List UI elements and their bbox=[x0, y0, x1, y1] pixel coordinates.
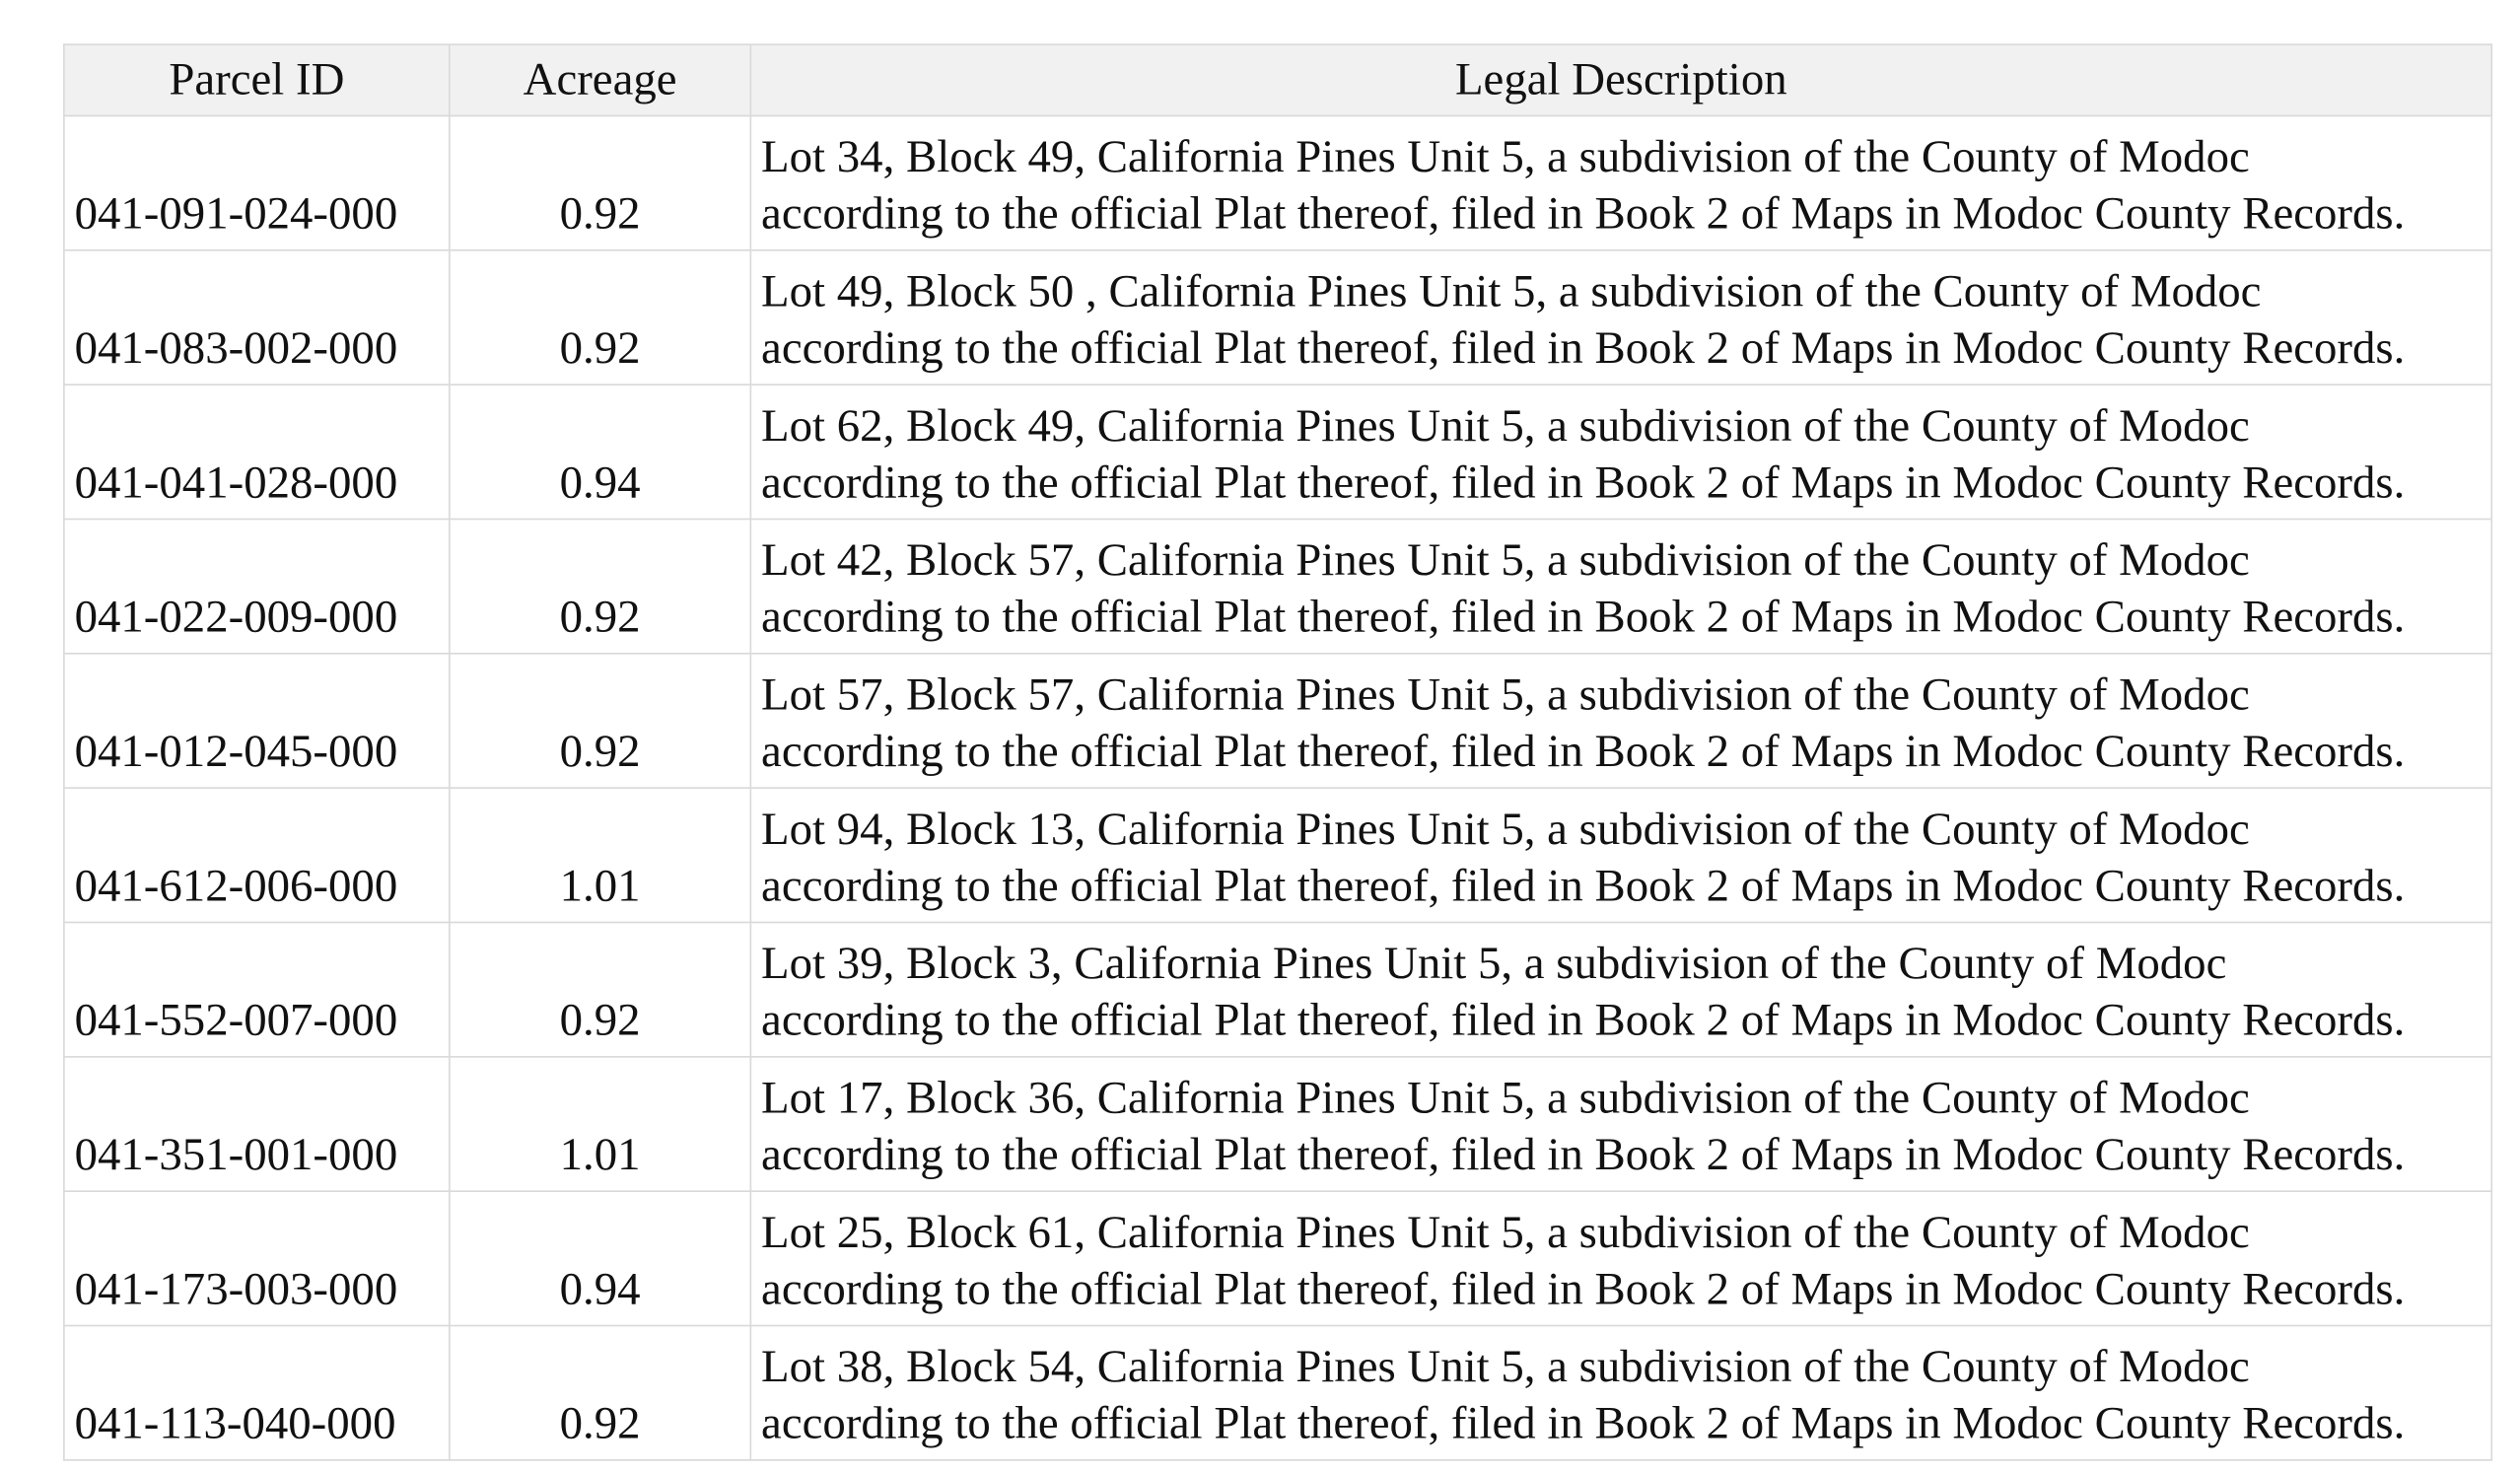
legal-description-line: Lot 39, Block 3, California Pines Unit 5, a subdivision of the County of Modoc bbox=[761, 939, 2227, 990]
legal-description-line: Lot 34, Block 49, California Pines Unit 5, a subdivision of the County of Modoc bbox=[761, 132, 2250, 183]
table-row bbox=[64, 519, 2491, 653]
legal-description-line: according to the official Plat thereof, filed in Book 2 of Maps in Modoc County Records. bbox=[761, 1130, 2406, 1181]
legal-description-cell bbox=[750, 923, 2491, 1057]
acreage-cell: 1.01 bbox=[450, 788, 751, 922]
legal-description-line: Lot 94, Block 13, California Pines Unit 5, a subdivision of the County of Modoc bbox=[761, 805, 2250, 856]
header-acreage: Acreage bbox=[450, 44, 751, 115]
legal-description-cell bbox=[750, 115, 2491, 249]
header-parcel-id: Parcel ID bbox=[64, 44, 450, 115]
legal-description-cell bbox=[750, 788, 2491, 922]
legal-description-cell bbox=[750, 250, 2491, 385]
legal-description-line: according to the official Plat thereof, filed in Book 2 of Maps in Modoc County Records. bbox=[761, 1264, 2406, 1315]
table-row bbox=[64, 115, 2491, 249]
table-header-row bbox=[64, 44, 2491, 115]
table-row bbox=[64, 1191, 2491, 1325]
legal-description-line: Lot 57, Block 57, California Pines Unit 5, a subdivision of the County of Modoc bbox=[761, 670, 2250, 721]
legal-description-line: according to the official Plat thereof, filed in Book 2 of Maps in Modoc County Records. bbox=[761, 996, 2406, 1047]
acreage-cell: 0.92 bbox=[450, 115, 751, 249]
acreage-cell: 0.92 bbox=[450, 654, 751, 788]
acreage-cell: 0.92 bbox=[450, 923, 751, 1057]
acreage-cell: 1.01 bbox=[450, 1057, 751, 1191]
legal-description-cell bbox=[750, 519, 2491, 653]
table-row bbox=[64, 385, 2491, 519]
acreage-cell: 0.92 bbox=[450, 250, 751, 385]
parcel-id-cell: 041-083-002-000 bbox=[64, 250, 450, 385]
acreage-cell: 0.94 bbox=[450, 1191, 751, 1325]
table-row bbox=[64, 788, 2491, 922]
header-legal-description: Legal Description bbox=[750, 44, 2491, 115]
acreage-cell: 0.94 bbox=[450, 385, 751, 519]
legal-description-line: according to the official Plat thereof, filed in Book 2 of Maps in Modoc County Records. bbox=[761, 861, 2406, 912]
parcel-id-cell: 041-552-007-000 bbox=[64, 923, 450, 1057]
table-row bbox=[64, 1326, 2491, 1460]
parcel-id-cell: 041-351-001-000 bbox=[64, 1057, 450, 1191]
legal-description-line: according to the official Plat thereof, filed in Book 2 of Maps in Modoc County Records. bbox=[761, 593, 2406, 644]
table-row bbox=[64, 1057, 2491, 1191]
legal-description-cell bbox=[750, 385, 2491, 519]
legal-description-line: Lot 62, Block 49, California Pines Unit 5, a subdivision of the County of Modoc bbox=[761, 401, 2250, 453]
legal-description-line: Lot 17, Block 36, California Pines Unit 5, a subdivision of the County of Modoc bbox=[761, 1074, 2250, 1125]
legal-description-cell bbox=[750, 654, 2491, 788]
legal-description-line: according to the official Plat thereof, filed in Book 2 of Maps in Modoc County Records. bbox=[761, 727, 2406, 778]
parcel-id-cell: 041-113-040-000 bbox=[64, 1326, 450, 1460]
legal-description-line: Lot 49, Block 50 , California Pines Unit 5, a subdivision of the County of Modoc bbox=[761, 267, 2262, 317]
parcel-table bbox=[63, 43, 2492, 1460]
legal-description-line: according to the official Plat thereof, filed in Book 2 of Maps in Modoc County Records. bbox=[761, 189, 2406, 241]
legal-description-line: according to the official Plat thereof, filed in Book 2 of Maps in Modoc County Records. bbox=[761, 457, 2406, 509]
parcel-id-cell: 041-012-045-000 bbox=[64, 654, 450, 788]
legal-description-line: Lot 38, Block 54, California Pines Unit 5, a subdivision of the County of Modoc bbox=[761, 1342, 2250, 1393]
table-row bbox=[64, 250, 2491, 385]
legal-description-line: according to the official Plat thereof, filed in Book 2 of Maps in Modoc County Records. bbox=[761, 323, 2406, 375]
parcel-id-cell: 041-612-006-000 bbox=[64, 788, 450, 922]
legal-description-line: according to the official Plat thereof, filed in Book 2 of Maps in Modoc County Records. bbox=[761, 1399, 2406, 1450]
legal-description-cell bbox=[750, 1191, 2491, 1325]
legal-description-cell bbox=[750, 1057, 2491, 1191]
parcel-id-cell: 041-041-028-000 bbox=[64, 385, 450, 519]
legal-description-cell bbox=[750, 1326, 2491, 1460]
legal-description-line: Lot 25, Block 61, California Pines Unit 5, a subdivision of the County of Modoc bbox=[761, 1208, 2250, 1259]
parcel-id-cell: 041-091-024-000 bbox=[64, 115, 450, 249]
table-row bbox=[64, 923, 2491, 1057]
acreage-cell: 0.92 bbox=[450, 1326, 751, 1460]
parcel-id-cell: 041-022-009-000 bbox=[64, 519, 450, 653]
parcel-id-cell: 041-173-003-000 bbox=[64, 1191, 450, 1325]
legal-description-line: Lot 42, Block 57, California Pines Unit 5, a subdivision of the County of Modoc bbox=[761, 535, 2250, 587]
acreage-cell: 0.92 bbox=[450, 519, 751, 653]
table-row bbox=[64, 654, 2491, 788]
